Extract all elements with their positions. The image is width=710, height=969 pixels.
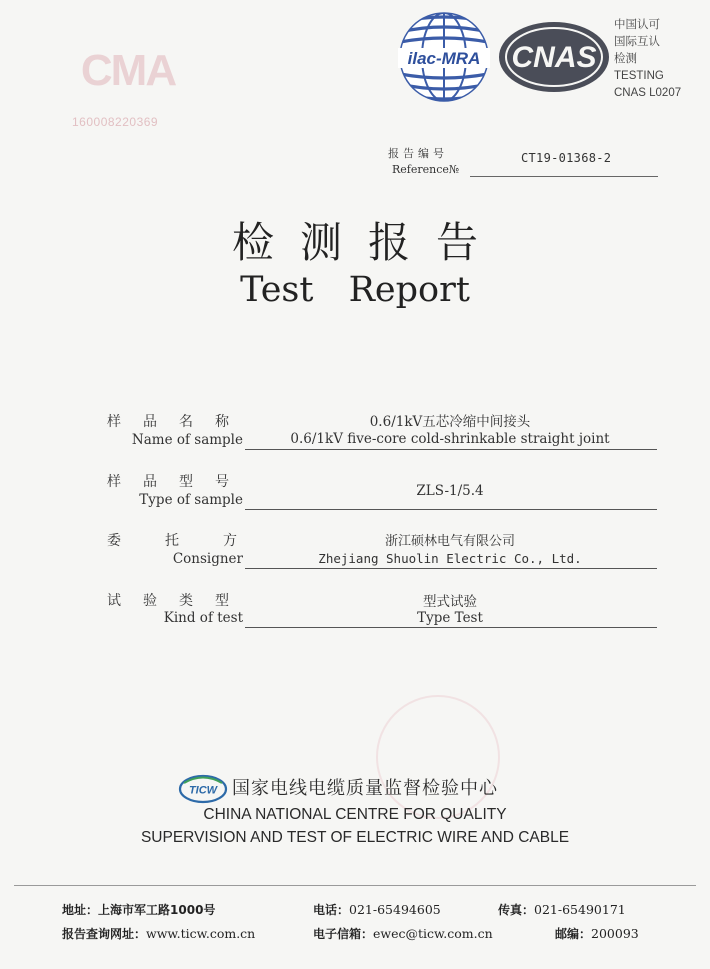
reference-label-en: Reference№: [392, 163, 460, 176]
ilac-mra-logo-icon: [392, 10, 496, 104]
footer-zip: [555, 925, 639, 942]
footer-email: [313, 925, 493, 942]
seal-stamp-icon: [376, 695, 500, 819]
field-underline: [245, 509, 657, 510]
footer-address: [62, 901, 215, 918]
field-label-en: Type of sample: [139, 492, 243, 508]
field-label-cn: 样品型号: [107, 474, 251, 490]
field-value-en: Zhejiang Shuolin Electric Co., Ltd.: [318, 551, 582, 566]
reference-label-cn: 报告编号: [388, 147, 448, 160]
email-label: 电子信箱：: [313, 927, 374, 941]
field-value-cn: 型式试验: [423, 594, 477, 610]
title-english: Test Report: [240, 270, 470, 310]
footer-website: [62, 925, 255, 942]
reference-number: CT19-01368-2: [521, 151, 612, 165]
footer-phone: [313, 901, 441, 918]
field-label-cn: 试验类型: [107, 593, 251, 609]
field-label-en: Kind of test: [163, 610, 243, 626]
cnas-accreditation-text: [614, 17, 681, 102]
footer-divider: [14, 885, 696, 886]
cnas-line: 检测: [614, 53, 637, 65]
organization-name-en-line2: SUPERVISION AND TEST OF ELECTRIC WIRE AND CABLE: [140, 829, 570, 846]
ticw-text: TICW: [188, 784, 218, 797]
ticw-logo-icon: [178, 774, 228, 804]
cnas-line: TESTING: [614, 70, 664, 82]
field-underline: [245, 568, 657, 569]
cma-stamp-icon: CMA: [80, 46, 176, 95]
field-label-en: Consigner: [172, 551, 243, 567]
fax-label: 传真：: [498, 903, 535, 917]
field-value-en: ZLS-1/5.4: [416, 483, 484, 499]
field-label-cn: 样品名称: [107, 414, 251, 430]
cnas-line: 中国认可: [614, 19, 660, 31]
web-label: 报告查询网址：: [62, 927, 147, 941]
phone-value: 021-65494605: [349, 902, 441, 917]
cnas-line: CNAS L0207: [614, 87, 682, 99]
cnas-text: CNAS: [511, 41, 597, 74]
field-label-cn: 委托方: [107, 533, 281, 549]
field-underline: [245, 627, 657, 628]
web-value: www.ticw.com.cn: [146, 926, 256, 941]
address-label: 地址：: [62, 903, 99, 917]
stamp-number: 160008220369: [72, 115, 159, 129]
field-value-cn: 0.6/1kV五芯冷缩中间接头: [369, 414, 531, 430]
email-value: ewec@ticw.com.cn: [373, 926, 493, 941]
field-value-en: 0.6/1kV five-core cold-shrinkable straight joint: [290, 431, 610, 447]
zip-label: 邮编：: [555, 927, 592, 941]
address-value: 上海市军工路1000号: [98, 903, 216, 917]
organization-name-cn: 国家电线电缆质量监督检验中心: [232, 778, 498, 798]
footer-fax: [498, 901, 626, 918]
ilac-text: ilac-MRA: [407, 49, 481, 68]
cnas-logo-icon: [497, 20, 611, 94]
zip-value: 200093: [591, 926, 639, 941]
title-chinese: 检测报告: [231, 218, 504, 267]
field-label-en: Name of sample: [131, 432, 243, 448]
organization-name-en-line1: CHINA NATIONAL CENTRE FOR QUALITY: [203, 806, 507, 823]
field-underline: [245, 449, 657, 450]
fax-value: 021-65490171: [534, 902, 626, 917]
field-value-cn: 浙江硕林电气有限公司: [384, 534, 515, 549]
reference-underline: [470, 176, 658, 177]
field-value-en: Type Test: [417, 610, 483, 626]
phone-label: 电话：: [313, 903, 350, 917]
cnas-line: 国际互认: [614, 36, 660, 48]
